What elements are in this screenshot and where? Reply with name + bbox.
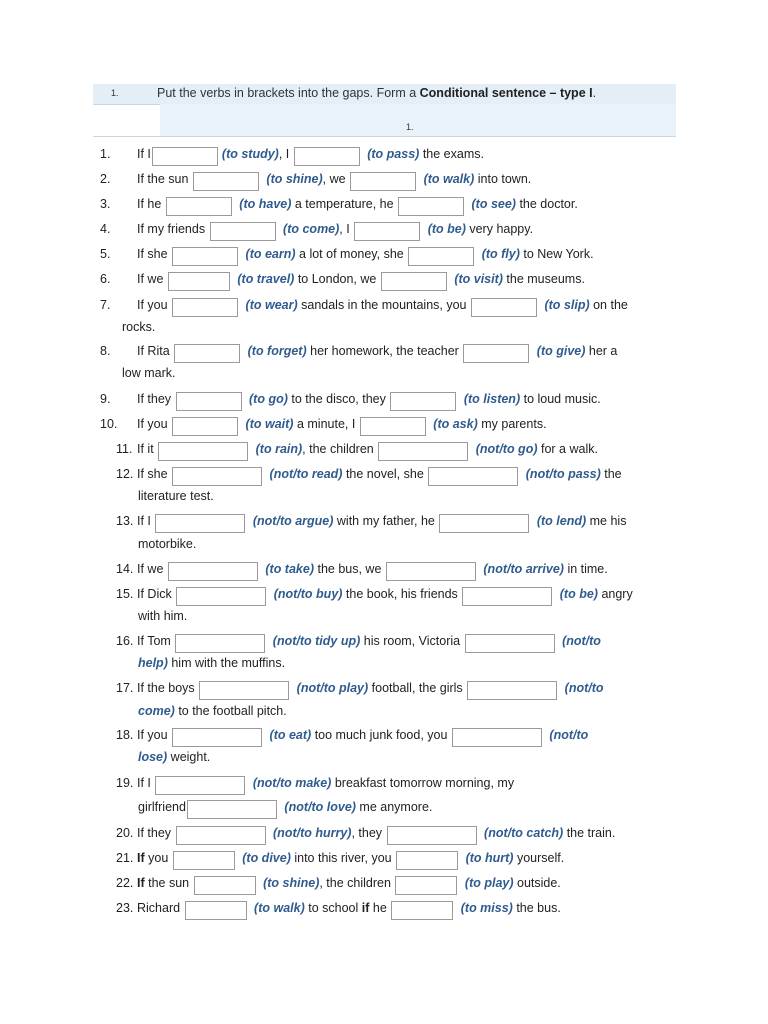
answer-input[interactable] [390,392,456,411]
answer-input[interactable] [194,876,256,895]
exercise-9: 9. If they (to go) to the disco, they (to listen) to loud music. [100,392,601,411]
exercise-17: 17. If the boys (not/to play) football, the girls (not/to [116,681,604,700]
answer-input[interactable] [173,851,235,870]
sub-header-number: 1. [406,122,414,132]
instruction-text: Put the verbs in brackets into the gaps. Form a Conditional sentence – type I. [157,86,597,100]
exercise-header [93,84,676,105]
answer-input[interactable] [354,222,420,241]
exercise-7: 7. If you (to wear) sandals in the mountains, you (to slip) on the [100,298,628,317]
answer-input[interactable] [172,298,238,317]
answer-input[interactable] [176,587,266,606]
answer-input[interactable] [408,247,474,266]
answer-input[interactable] [172,247,238,266]
answer-input[interactable] [176,392,242,411]
exercise-18: 18. If you (to eat) too much junk food, you (not/to [116,728,588,747]
answer-input[interactable] [152,147,218,166]
answer-input[interactable] [172,467,262,486]
answer-input[interactable] [166,197,232,216]
answer-input[interactable] [155,514,245,533]
answer-input[interactable] [452,728,542,747]
exercise-20: 20. If they (not/to hurry), they (not/to catch) the train. [116,826,615,845]
answer-input[interactable] [168,562,258,581]
answer-input[interactable] [193,172,259,191]
exercise-17-continuation: come) to the football pitch. [138,704,287,718]
answer-input[interactable] [158,442,248,461]
answer-input[interactable] [360,417,426,436]
answer-input[interactable] [465,634,555,653]
answer-input[interactable] [199,681,289,700]
exercise-4: 4. If my friends (to come), I (to be) very happy. [100,222,533,241]
exercise-3: 3. If he (to have) a temperature, he (to see) the doctor. [100,197,578,216]
exercise-number: 1. [111,88,119,98]
answer-input[interactable] [350,172,416,191]
exercise-18-continuation: lose) weight. [138,750,211,764]
divider [93,136,676,137]
answer-input[interactable] [398,197,464,216]
exercise-10: 10. If you (to wait) a minute, I (to ask) my parents. [100,417,547,436]
exercise-15: 15. If Dick (not/to buy) the book, his friends (to be) angry [116,587,633,606]
exercise-1: 1. If I (to study), I (to pass) the exams. [100,147,484,166]
exercise-13-continuation: motorbike. [138,537,197,551]
sub-header [160,104,676,137]
exercise-19: 19. If I (not/to make) breakfast tomorrow morning, my [116,776,514,795]
exercise-23: 23. Richard (to walk) to school if he (to miss) the bus. [116,901,561,920]
exercise-22: 22. If the sun (to shine), the children (to play) outside. [116,876,561,895]
answer-input[interactable] [467,681,557,700]
answer-input[interactable] [155,776,245,795]
exercise-2: 2. If the sun (to shine), we (to walk) into town. [100,172,531,191]
exercise-19-continuation: girlfriend (not/to love) me anymore. [138,800,432,819]
answer-input[interactable] [185,901,247,920]
exercise-15-continuation: with him. [138,609,188,623]
answer-input[interactable] [187,800,277,819]
exercise-16: 16. If Tom (not/to tidy up) his room, Victoria (not/to [116,634,601,653]
exercise-21: 21. If you (to dive) into this river, you (to hurt) yourself. [116,851,564,870]
answer-input[interactable] [176,826,266,845]
answer-input[interactable] [439,514,529,533]
answer-input[interactable] [395,876,457,895]
answer-input[interactable] [381,272,447,291]
exercise-6: 6. If we (to travel) to London, we (to visit) the museums. [100,272,585,291]
exercise-7-continuation: rocks. [122,320,156,334]
exercise-14: 14. If we (to take) the bus, we (not/to arrive) in time. [116,562,608,581]
answer-input[interactable] [172,728,262,747]
answer-input[interactable] [175,634,265,653]
exercise-13: 13. If I (not/to argue) with my father, he (to lend) me his [116,514,626,533]
answer-input[interactable] [174,344,240,363]
answer-input[interactable] [396,851,458,870]
answer-input[interactable] [386,562,476,581]
answer-input[interactable] [391,901,453,920]
exercise-12-continuation: literature test. [138,489,214,503]
exercise-8-continuation: low mark. [122,366,176,380]
exercise-11: 11. If it (to rain), the children (not/to go) for a walk. [116,442,598,461]
answer-input[interactable] [387,826,477,845]
exercise-16-continuation: help) him with the muffins. [138,656,286,670]
answer-input[interactable] [462,587,552,606]
answer-input[interactable] [294,147,360,166]
answer-input[interactable] [172,417,238,436]
answer-input[interactable] [378,442,468,461]
answer-input[interactable] [168,272,230,291]
exercise-5: 5. If she (to earn) a lot of money, she (to fly) to New York. [100,247,594,266]
answer-input[interactable] [471,298,537,317]
answer-input[interactable] [210,222,276,241]
answer-input[interactable] [428,467,518,486]
exercise-12: 12. If she (not/to read) the novel, she (not/to pass) the [116,467,622,486]
exercise-8: 8. If Rita (to forget) her homework, the teacher (to give) her a [100,344,617,363]
answer-input[interactable] [463,344,529,363]
